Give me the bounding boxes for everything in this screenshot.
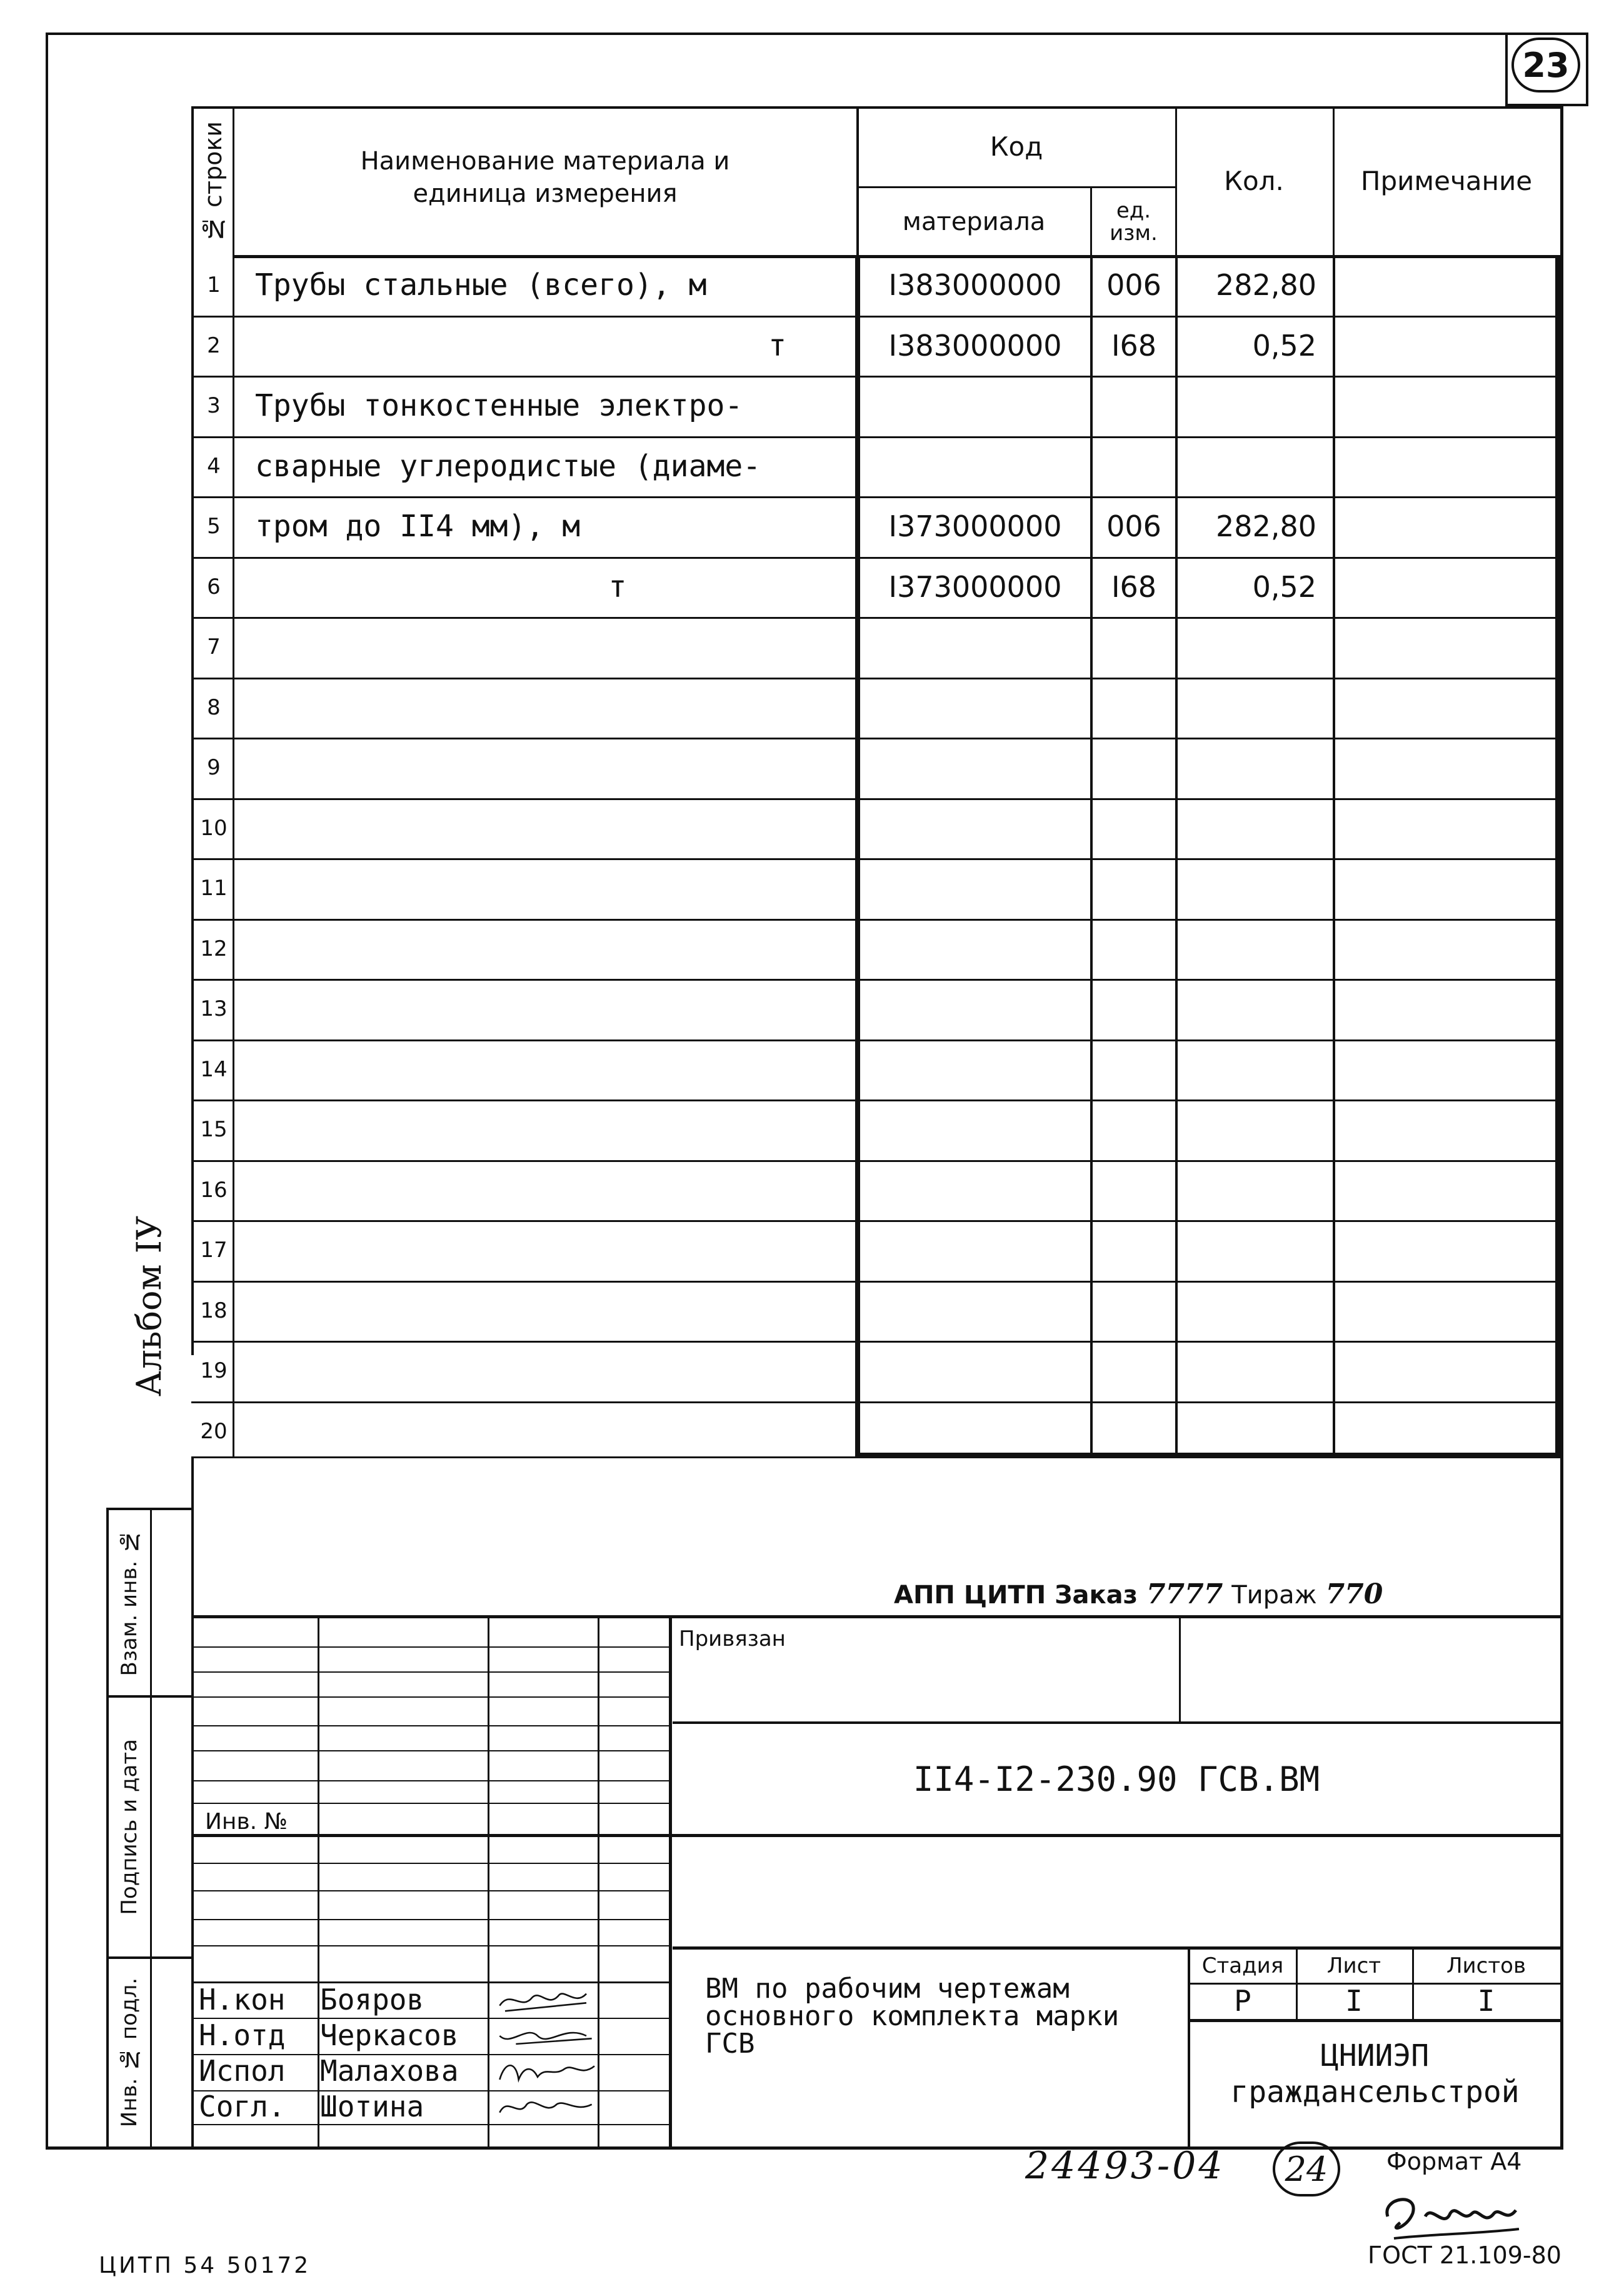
signatory-role: Н.кон xyxy=(199,1982,286,2016)
table-cell-material: I383000000 xyxy=(888,268,1062,302)
table-cell-name: Трубы тонкостенные электро- xyxy=(255,388,743,423)
table-cell-qty xyxy=(1178,1099,1316,1160)
table-cell-qty xyxy=(1178,738,1316,798)
code-split xyxy=(858,186,1175,188)
table-cell-qty xyxy=(1178,376,1316,436)
stamp-col-bold xyxy=(669,1615,672,2149)
strip-podpis-data: Подпись и дата xyxy=(117,1739,142,1915)
table-cell-material xyxy=(860,1220,1090,1280)
stamp-mid xyxy=(191,1834,1563,1837)
gost-label: ГОСТ 21.109-80 xyxy=(1368,2241,1561,2269)
col-line-name xyxy=(233,106,234,1456)
table-cell-material xyxy=(860,617,1090,677)
frame-top xyxy=(46,33,1588,35)
stamp-row xyxy=(191,1863,669,1864)
print-info: АПП ЦИТП Заказ 7777 Тираж 770 xyxy=(894,1578,1383,1610)
signatory-name: Бояров xyxy=(320,1982,424,2016)
stamp-row xyxy=(191,1671,669,1673)
box-left xyxy=(855,255,860,1456)
table-cell-note xyxy=(1335,1220,1555,1280)
circled-number: 24 xyxy=(1273,2141,1340,2196)
sheets-label: Листов xyxy=(1446,1953,1526,1978)
table-cell-material xyxy=(860,376,1090,436)
stamp-row xyxy=(191,1750,669,1751)
table-cell-name xyxy=(255,678,830,738)
table-row-number: 4 xyxy=(207,454,221,479)
strip-vzam-inv: Взам. инв. № xyxy=(117,1529,142,1676)
table-cell-material xyxy=(860,798,1090,858)
table-cell-unit xyxy=(1093,1099,1175,1160)
table-cell-qty xyxy=(1178,678,1316,738)
sheet-label: Лист xyxy=(1326,1953,1381,1978)
table-cell-note xyxy=(1335,255,1555,315)
signatory-name: Шотина xyxy=(320,2089,424,2123)
table-cell-material xyxy=(860,979,1090,1039)
table-cell-qty xyxy=(1178,798,1316,858)
table-cell-material: I383000000 xyxy=(888,329,1062,363)
table-cell-note xyxy=(1335,436,1555,496)
table-cell-name xyxy=(255,1039,830,1099)
table-cell-note xyxy=(1335,919,1555,979)
table-cell-qty: 0,52 xyxy=(1252,570,1316,604)
table-row-number: 14 xyxy=(200,1057,228,1082)
header-unit: ед. изм. xyxy=(1110,198,1158,246)
stamp-col xyxy=(1179,1615,1181,1721)
table-row-number: 19 xyxy=(200,1358,228,1383)
header-row-no: № строки xyxy=(199,121,227,243)
stamp-row xyxy=(191,1803,669,1804)
table-cell-unit xyxy=(1093,919,1175,979)
table-cell-qty xyxy=(1178,1039,1316,1099)
table-cell-qty xyxy=(1178,919,1316,979)
table-cell-name xyxy=(255,1341,830,1401)
table-row-number: 15 xyxy=(200,1117,228,1142)
table-row-number: 3 xyxy=(207,393,221,418)
table-cell-name xyxy=(255,617,830,677)
table-row-number: 20 xyxy=(200,1419,228,1444)
table-cell-name xyxy=(255,919,830,979)
table-row-number: 16 xyxy=(200,1178,228,1203)
table-cell-qty xyxy=(1178,979,1316,1039)
citp-label: ЦИТП 54 50172 xyxy=(99,2253,311,2278)
table-cell-unit: 006 xyxy=(1106,268,1161,302)
table-cell-qty xyxy=(1178,1401,1316,1461)
table-cell-qty xyxy=(1178,858,1316,918)
stamp-line xyxy=(1190,2019,1560,2022)
stamp-row xyxy=(191,1919,669,1920)
table-cell-qty xyxy=(1178,1160,1316,1220)
stage-label: Стадия xyxy=(1201,1953,1284,1978)
table-row-number: 9 xyxy=(207,755,221,780)
table-cell-qty xyxy=(1178,1281,1316,1341)
sheet-number-circle xyxy=(1511,38,1580,93)
header-qty: Кол. xyxy=(1224,165,1284,196)
org-line1: ЦНИИЭП xyxy=(1320,2038,1430,2073)
stage-value: Р xyxy=(1234,1984,1251,2018)
table-cell-name xyxy=(255,1160,830,1220)
table-cell-note xyxy=(1335,376,1555,436)
table-cell-note xyxy=(1335,1281,1555,1341)
table-cell-note xyxy=(1335,738,1555,798)
table-cell-unit xyxy=(1093,678,1175,738)
stamp-row xyxy=(191,1696,669,1698)
stamp-top xyxy=(191,1615,1563,1618)
table-cell-unit: 006 xyxy=(1106,509,1161,543)
table-cell-note xyxy=(1335,617,1555,677)
table-cell-note xyxy=(1335,1341,1555,1401)
table-left xyxy=(191,106,194,1355)
table-row-number: 10 xyxy=(200,816,228,841)
table-cell-name: т xyxy=(768,328,786,363)
table-cell-material xyxy=(860,1401,1090,1461)
box-right xyxy=(1555,255,1561,1456)
sheet-value: I xyxy=(1345,1984,1363,2018)
table-cell-qty xyxy=(1178,436,1316,496)
table-cell-name xyxy=(255,1099,830,1160)
table-cell-unit xyxy=(1093,436,1175,496)
table-cell-note xyxy=(1335,557,1555,617)
table-cell-qty xyxy=(1178,617,1316,677)
table-cell-note xyxy=(1335,1160,1555,1220)
table-row-number: 6 xyxy=(207,574,221,599)
table-cell-unit xyxy=(1093,798,1175,858)
table-cell-name xyxy=(255,858,830,918)
table-cell-note xyxy=(1335,1099,1555,1160)
table-cell-name xyxy=(255,979,830,1039)
signatory-name: Черкасов xyxy=(320,2018,459,2052)
table-cell-unit xyxy=(1093,1160,1175,1220)
format-label: Формат А4 xyxy=(1386,2148,1522,2175)
header-material: материала xyxy=(902,208,1046,236)
table-cell-material xyxy=(860,1039,1090,1099)
table-cell-name xyxy=(255,1220,830,1280)
table-cell-name xyxy=(255,798,830,858)
table-cell-qty xyxy=(1178,1341,1316,1401)
signature-scribble xyxy=(494,2091,598,2123)
table-cell-material xyxy=(860,919,1090,979)
table-cell-material xyxy=(860,678,1090,738)
table-cell-unit xyxy=(1093,376,1175,436)
table-cell-note xyxy=(1335,496,1555,556)
table-cell-note xyxy=(1335,1401,1555,1461)
stamp-row xyxy=(191,1646,669,1648)
table-cell-note xyxy=(1335,678,1555,738)
table-row-number: 12 xyxy=(200,936,228,961)
table-cell-note xyxy=(1335,316,1555,376)
table-cell-material: I373000000 xyxy=(888,570,1062,604)
table-row-number: 17 xyxy=(200,1238,228,1263)
table-cell-unit xyxy=(1093,1401,1175,1461)
table-cell-qty: 282,80 xyxy=(1216,268,1316,302)
handwritten-number: 24493-04 xyxy=(1025,2144,1225,2188)
stamp-col xyxy=(318,1615,319,2146)
frame-bottom xyxy=(46,2146,1563,2150)
table-cell-material xyxy=(860,738,1090,798)
table-cell-material xyxy=(860,1281,1090,1341)
table-cell-note xyxy=(1335,979,1555,1039)
table-cell-material xyxy=(860,1341,1090,1401)
signatory-role: Н.отд xyxy=(199,2018,286,2052)
signatory-role: Согл. xyxy=(199,2089,286,2123)
signatory-role: Испол xyxy=(199,2053,286,2088)
table-cell-name xyxy=(255,1281,830,1341)
table-cell-qty: 0,52 xyxy=(1252,329,1316,363)
table-cell-qty xyxy=(1178,1220,1316,1280)
table-row-number: 18 xyxy=(200,1298,228,1323)
designation: II4-I2-230.90 ГСВ.ВМ xyxy=(913,1759,1320,1799)
header-note: Примечание xyxy=(1360,165,1533,196)
header-code: Код xyxy=(990,131,1043,162)
table-cell-material xyxy=(860,1160,1090,1220)
signature-scribble xyxy=(494,1984,598,2016)
table-cell-unit xyxy=(1093,858,1175,918)
table-cell-name: сварные углеродистые (диаме- xyxy=(255,449,761,484)
table-row-number: 11 xyxy=(200,876,228,901)
table-cell-unit xyxy=(1093,1220,1175,1280)
table-cell-unit xyxy=(1093,1281,1175,1341)
header-name: Наименование материала и единица измерения xyxy=(360,147,730,208)
frame-left xyxy=(46,33,48,2149)
table-cell-unit xyxy=(1093,979,1175,1039)
table-cell-note xyxy=(1335,798,1555,858)
table-row-number: 8 xyxy=(207,695,221,720)
table-cell-name xyxy=(255,1401,830,1461)
sheets-value: I xyxy=(1477,1984,1495,2018)
strip-inv-podl: Инв. № подл. xyxy=(117,1978,142,2128)
table-row-number: 1 xyxy=(207,273,221,298)
table-cell-unit xyxy=(1093,1039,1175,1099)
table-cell-material xyxy=(860,858,1090,918)
table-cell-unit xyxy=(1093,1341,1175,1401)
table-cell-unit xyxy=(1093,617,1175,677)
table-row-number: 13 xyxy=(200,996,228,1021)
organization xyxy=(1190,2023,1560,2145)
stamp-col xyxy=(598,1615,599,2146)
stamp-row xyxy=(191,1890,669,1891)
signature-scribble xyxy=(494,2055,598,2088)
table-cell-name: Трубы стальные (всего), м xyxy=(255,268,707,303)
table-cell-name: тром до II4 мм), м xyxy=(255,509,581,544)
description: ВМ по рабочим чертежам основного комплекта марки ГСВ xyxy=(705,1973,1120,2060)
table-cell-note xyxy=(1335,858,1555,918)
stamp-row xyxy=(191,1725,669,1726)
table-cell-material xyxy=(860,436,1090,496)
stamp-col xyxy=(488,1615,489,2146)
signature-scribble xyxy=(494,2020,598,2052)
stamp-row xyxy=(191,1945,669,1946)
table-row-number: 2 xyxy=(207,333,221,358)
org-line2: граждансельстрой xyxy=(1230,2075,1520,2110)
table-row-number: 5 xyxy=(207,514,221,539)
table-cell-qty: 282,80 xyxy=(1216,509,1316,543)
table-cell-material xyxy=(860,1099,1090,1160)
signatory-name: Малахова xyxy=(320,2053,459,2088)
stamp-row xyxy=(191,2124,669,2125)
table-row-number: 7 xyxy=(207,634,221,659)
table-cell-name: т xyxy=(608,569,627,604)
stamp-row xyxy=(191,1780,669,1781)
sheet-number: 23 xyxy=(1522,45,1570,85)
inv-no-label: Инв. № xyxy=(205,1809,288,1835)
album-label: Альбом IУ xyxy=(129,1216,169,1397)
table-cell-note xyxy=(1335,1039,1555,1099)
table-cell-unit: I68 xyxy=(1111,329,1157,363)
table-cell-unit: I68 xyxy=(1111,570,1157,604)
privyazan-label: Привязан xyxy=(679,1626,786,1651)
table-cell-unit xyxy=(1093,738,1175,798)
table-cell-name xyxy=(255,738,830,798)
album-label-box xyxy=(123,1188,175,1425)
table-cell-material: I373000000 xyxy=(888,509,1062,543)
